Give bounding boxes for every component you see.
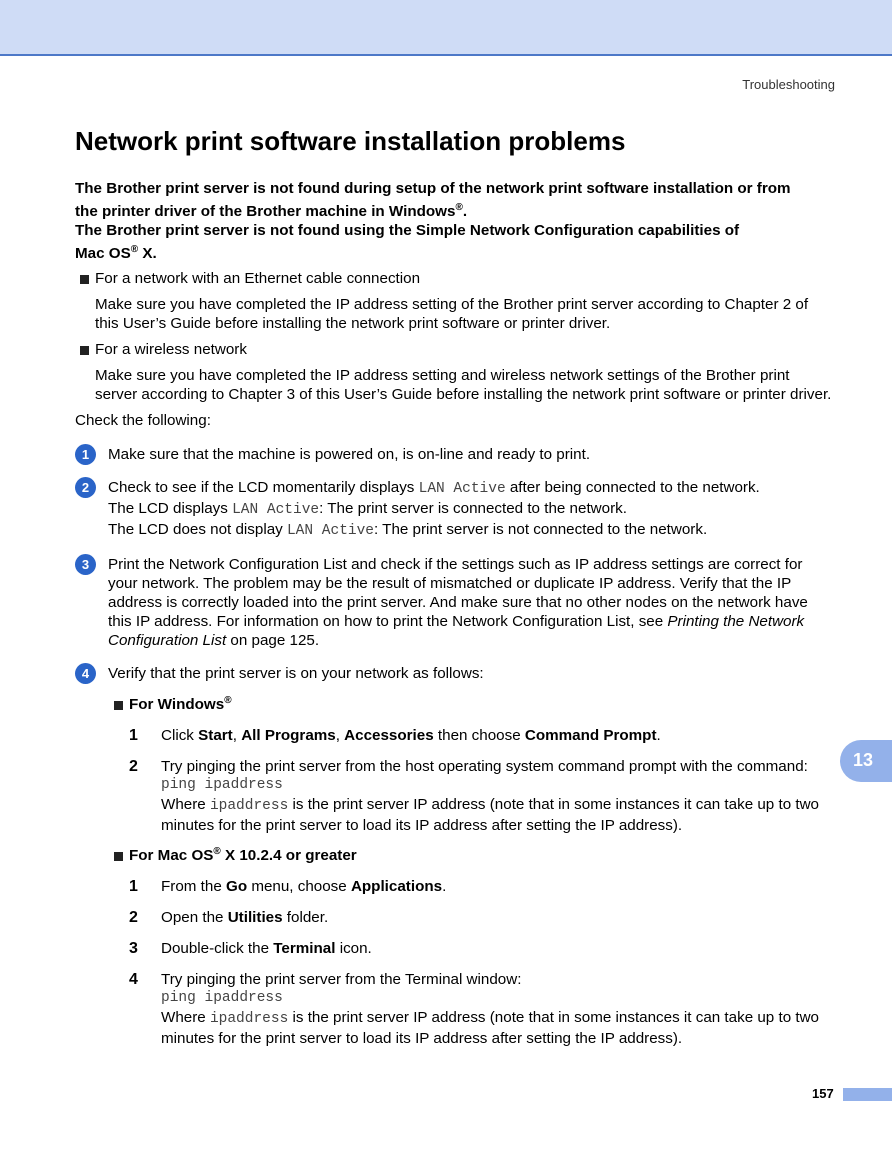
step-text: The LCD does not display (108, 521, 287, 538)
step-text: : The print server is connected to the network. (319, 500, 627, 517)
bullet-label: For a wireless network (95, 341, 247, 358)
square-bullet-icon (80, 346, 89, 355)
bullet-ethernet-text: Make sure you have completed the IP address setting of the Brother print server according to Chapter 2 of this User’s Guide before installing the network print software or printer driver. (95, 296, 809, 332)
substep-text: Try pinging the print server from the Terminal window: (161, 971, 522, 988)
bullet-wireless (75, 340, 835, 359)
bullet-wireless-text: Make sure you have completed the IP address setting and wireless network settings of the Brother print server according to Chapter 3 of this User’s Guide before installing the network print software or printer driver. (95, 367, 832, 403)
step-number-icon: 2 (75, 477, 96, 498)
step-number-icon: 3 (75, 554, 96, 575)
ui-term: Command Prompt (524, 727, 657, 744)
chapter-tab[interactable] (840, 740, 892, 782)
substep-number: 2 (129, 758, 138, 775)
lcd-code: LAN Active (418, 481, 506, 497)
mac-step-4 (75, 970, 835, 1048)
windows-step-1 (75, 726, 835, 745)
substep-text: menu, choose (247, 878, 351, 895)
substep-text: Double-click the (161, 940, 274, 957)
step-text: : The print server is not connected to the network. (374, 521, 708, 538)
mac-step-2 (75, 908, 835, 927)
ui-term: Applications (350, 878, 443, 895)
step-3 (75, 555, 835, 650)
step-1 (75, 445, 835, 464)
mac-step-3 (75, 939, 835, 958)
step-text: Check to see if the LCD momentarily displays (108, 479, 419, 496)
ping-command: ping ipaddress (161, 777, 283, 793)
top-banner (0, 0, 892, 56)
substep-text: From the (161, 878, 226, 895)
substep-text: folder. (282, 909, 329, 926)
step-text: Verify that the print server is on your network as follows: (108, 665, 484, 682)
substep-text: then choose (433, 727, 525, 744)
substep-number: 1 (129, 878, 138, 895)
page-number-bar (843, 1088, 892, 1101)
main-content (75, 179, 835, 1048)
mac-heading-text: X 10.2.4 or greater (220, 847, 357, 864)
windows-heading (75, 695, 835, 714)
ui-term: Utilities (227, 909, 283, 926)
ping-command: ping ipaddress (161, 990, 283, 1006)
ui-term: Go (226, 878, 248, 895)
step-text: after being connected to the network. (505, 479, 760, 496)
ui-term: Terminal (273, 940, 336, 957)
substep-text: , (232, 727, 242, 744)
problem-line-4-text: Mac OS (75, 245, 131, 262)
substep-text: . (656, 727, 661, 744)
substep-text: is the print server IP address (note that in some instances it can take up to two minutes for the print server to load its IP address after setting the IP address). (161, 796, 819, 834)
page-number: 157 (812, 1086, 834, 1101)
substep-text: Open the (161, 909, 228, 926)
problem-line-2-text: the printer driver of the Brother machine in Windows (75, 203, 456, 220)
substep-number: 4 (129, 971, 138, 988)
substep-text: , (335, 727, 345, 744)
chapter-number: 13 (853, 750, 874, 770)
step-text: The LCD displays (108, 500, 233, 517)
step-4 (75, 664, 835, 683)
substep-text: Where (161, 1009, 210, 1026)
square-bullet-icon (80, 275, 89, 284)
problem-line-1: The Brother print server is not found during setup of the network print software installation or from (75, 180, 791, 197)
mac-heading-text: For Mac OS (129, 847, 214, 864)
running-head: Troubleshooting (742, 77, 835, 92)
problem-line-4-end: X. (138, 245, 157, 262)
ipaddress-code: ipaddress (209, 1011, 289, 1027)
bullet-ethernet (75, 269, 835, 288)
check-following: Check the following: (75, 412, 211, 429)
ipaddress-code: ipaddress (209, 798, 289, 814)
mac-step-1 (75, 877, 835, 896)
problem-line-3: The Brother print server is not found using the Simple Network Configuration capabilities of (75, 222, 740, 239)
step-text: Print the Network Configuration List and check if the settings such as IP address settings are correct for your network. The problem may be the result of mismatched or duplicate IP address. Verify that the IP address is correctly loaded into the print server. And make sure that no other nodes on the network have this IP address. For information on how to print the Network Configuration List, see (108, 556, 808, 630)
substep-text: Click (161, 727, 199, 744)
step-text: Make sure that the machine is powered on, is on-line and ready to print. (108, 446, 591, 463)
registered-mark: ® (213, 845, 221, 857)
ui-term: All Programs (241, 727, 336, 744)
square-bullet-icon (114, 701, 123, 710)
square-bullet-icon (114, 852, 123, 861)
step-2-line-1 (108, 478, 835, 499)
problem-line-4 (75, 244, 835, 263)
ui-term: Accessories (344, 727, 434, 744)
problem-line-2-end: . (462, 203, 468, 220)
registered-mark: ® (224, 694, 232, 706)
step-2-line-2 (108, 499, 835, 520)
lcd-code: LAN Active (232, 502, 320, 518)
step-2-line-3 (108, 520, 835, 541)
substep-text: Try pinging the print server from the host operating system command prompt with the command: (161, 758, 808, 775)
substep-text: is the print server IP address (note that in some instances it can take up to two minutes for the print server to load its IP address after setting the IP address). (161, 1009, 819, 1047)
ui-term: Start (198, 727, 233, 744)
substep-text: Where (161, 796, 210, 813)
step-text: on page 125. (226, 632, 320, 649)
bullet-label: For a network with an Ethernet cable connection (95, 270, 421, 287)
cross-reference-link[interactable]: Printing the Network Configuration List (108, 613, 805, 649)
step-number-icon: 1 (75, 444, 96, 465)
lcd-code: LAN Active (286, 523, 374, 539)
substep-text: . (442, 878, 447, 895)
problem-statement (75, 179, 835, 263)
substep-number: 2 (129, 909, 138, 926)
registered-mark: ® (455, 201, 463, 213)
problem-line-2 (75, 202, 835, 221)
substep-where (161, 1008, 835, 1048)
substep-where (161, 795, 835, 835)
mac-heading (75, 846, 835, 865)
step-2 (75, 478, 835, 541)
substep-number: 1 (129, 727, 138, 744)
registered-mark: ® (130, 243, 139, 255)
substep-number: 3 (129, 940, 138, 957)
substep-text: icon. (335, 940, 372, 957)
page-title: Network print software installation problems (75, 126, 626, 156)
step-number-icon: 4 (75, 663, 96, 684)
windows-step-2 (75, 757, 835, 835)
windows-heading-text: For Windows (129, 696, 225, 713)
